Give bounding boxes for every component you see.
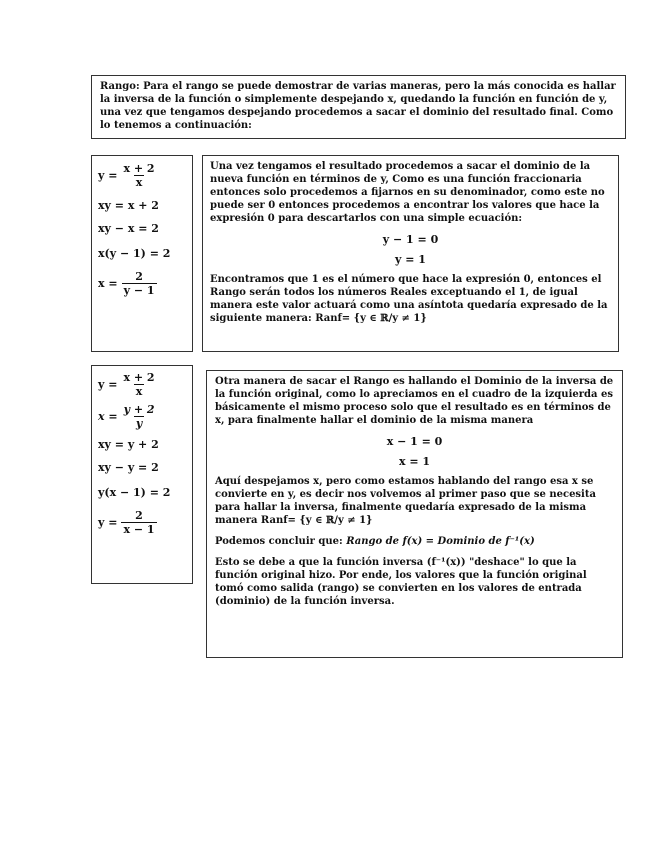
conclusion-formula: Rango de f(x) = Dominio de f⁻¹(x)	[346, 536, 535, 547]
equation-line: y(x − 1) = 2	[98, 486, 171, 499]
fraction	[121, 162, 156, 189]
equation-line: xy = y + 2	[98, 438, 159, 451]
explanation-paragraph: Aquí despejamos x, pero como estamos hablando del rango esa x se convierte en y, es decir nos volvemos al primer paso que se necesita para hallar la inversa, finalmente quedaría expresado de la misma manera Ranf= {y ∈ ℝ/y ≠ 1}	[215, 476, 596, 526]
rango-intro-text: Rango: Para el rango se puede demostrar de varias maneras, pero la más conocida es hallar la inversa de la función o simplemente despejando x, quedando la función en función de y, una vez que tengamos despejando procedemos a sacar el dominio del resultado final. Como lo tenemos a continuación:	[100, 81, 616, 131]
equation-line: x(y − 1) = 2	[98, 247, 171, 260]
equation-y-fraction	[98, 162, 186, 189]
eq-lhs: x =	[98, 410, 118, 423]
fraction-numerator: 2	[135, 270, 143, 283]
rango-intro-box	[91, 75, 626, 139]
left-equations-box-2	[91, 365, 193, 584]
equation-y-fraction	[98, 371, 186, 398]
fraction	[121, 371, 156, 398]
math-equation: x − 1 = 0	[386, 435, 443, 448]
equation-line: xy − x = 2	[98, 222, 159, 235]
fraction	[122, 403, 157, 430]
fraction-numerator: x + 2	[123, 371, 155, 384]
fraction-numerator: x + 2	[123, 162, 155, 175]
fraction	[121, 509, 156, 536]
equation-line: xy = x + 2	[98, 199, 159, 212]
conclusion-line	[215, 535, 614, 548]
fraction-denominator: y − 1	[123, 284, 155, 297]
fraction-numerator: 2	[135, 509, 143, 522]
left-equations-box-1	[91, 155, 193, 352]
right-explanation-box-1	[202, 155, 619, 352]
eq-lhs: y =	[98, 378, 118, 391]
explanation-paragraph: Esto se debe a que la función inversa (f⁻¹(x)) "deshace" lo que la función original hizo. Por ende, los valores que la función original tomó como salida (rango) se convierten en los valores de entrada (dominio) de la función inversa.	[215, 557, 587, 607]
conclusion-lead: Podemos concluir que:	[215, 536, 343, 547]
fraction-denominator: x	[135, 176, 143, 189]
explanation-paragraph: Otra manera de sacar el Rango es hallando el Dominio de la inversa de la función original, como lo apreciamos en el cuadro de la izquierda es básicamente el mismo proceso solo que el resultado es en términos de x, para finalmente hallar el dominio de la misma manera	[215, 376, 614, 426]
equation-y-fraction	[98, 509, 186, 536]
math-equation: y = 1	[395, 253, 426, 266]
fraction-denominator: x	[135, 385, 143, 398]
equation-line: xy − y = 2	[98, 461, 159, 474]
fraction-denominator: y	[135, 417, 143, 430]
eq-lhs: x =	[98, 277, 118, 290]
equation-x-fraction	[98, 403, 186, 430]
right-explanation-box-2	[206, 370, 623, 658]
fraction-numerator: y + 2	[123, 403, 155, 416]
math-equation: y − 1 = 0	[382, 233, 439, 246]
math-equation: x = 1	[398, 455, 431, 468]
eq-lhs: y =	[98, 516, 118, 529]
fraction	[122, 270, 157, 297]
eq-lhs: y =	[98, 169, 118, 182]
fraction-denominator: x − 1	[123, 523, 155, 536]
equation-x-fraction	[98, 270, 186, 297]
explanation-paragraph: Una vez tengamos el resultado procedemos a sacar el dominio de la nueva función en términos de y, Como es una función fraccionaria entonces solo procedemos a fijarnos en su denominador, como este no puede ser 0 entonces procedemos a encontrar los valores que hace la expresión 0 para descartarlos con una simple ecuación:	[210, 161, 605, 224]
explanation-paragraph: Encontramos que 1 es el número que hace la expresión 0, entonces el Rango serán todos los números Reales exceptuando el 1, de igual manera este valor actuará como una asíntota quedaría expresado de la siguiente manera: Ranf= {y ∈ ℝ/y ≠ 1}	[210, 274, 608, 324]
